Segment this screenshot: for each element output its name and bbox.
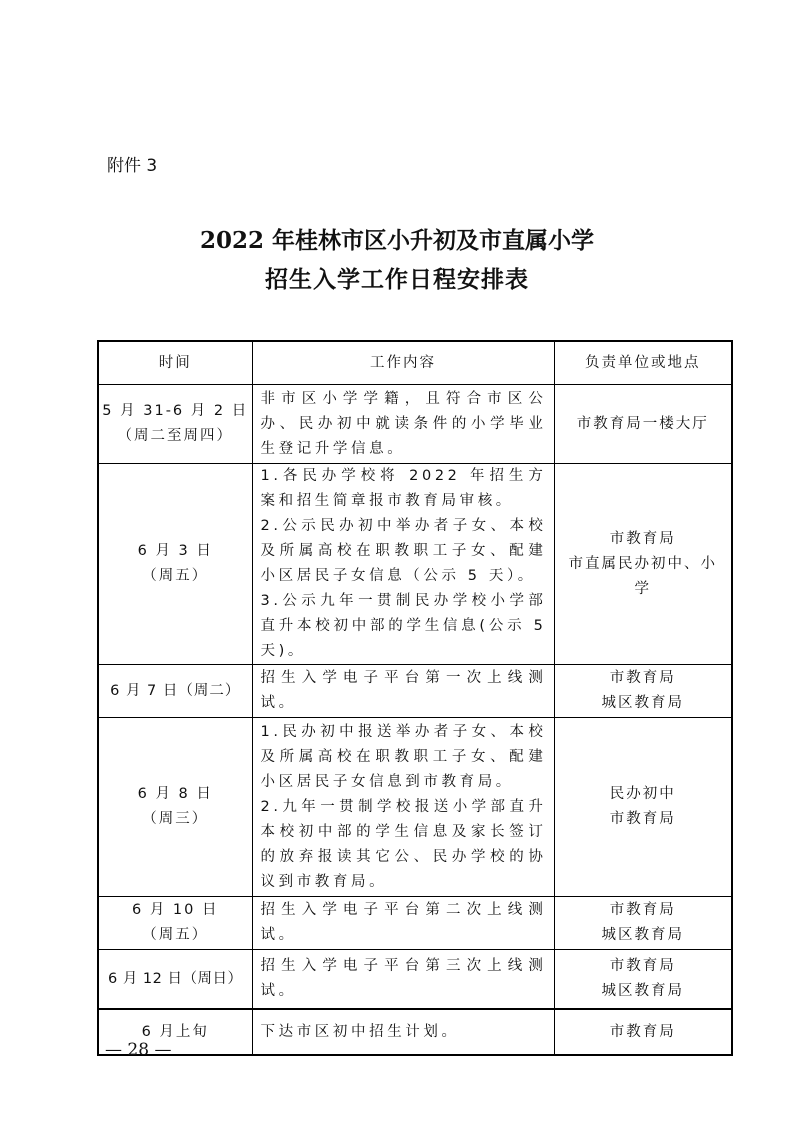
schedule-table — [97, 340, 733, 1056]
table-row — [98, 385, 732, 464]
unit-text: 城区教育局 — [601, 983, 684, 999]
unit-text: 市教育局 — [609, 670, 676, 686]
content-cell — [252, 1009, 554, 1055]
unit-text: 市教育局 — [609, 958, 676, 974]
unit-cell — [554, 897, 732, 950]
document-title-line1: 2022 年桂林市区小升初及市直属小学 — [199, 227, 595, 254]
unit-text: 市直属民办初中、小学 — [568, 555, 717, 597]
content-text: 招生入学电子平台第三次上线测试。 — [260, 958, 547, 999]
content-cell — [252, 897, 554, 950]
content-cell — [252, 464, 554, 665]
time-cell — [98, 897, 252, 950]
header-unit: 负责单位或地点 — [554, 341, 732, 385]
unit-cell — [554, 950, 732, 1010]
content-item: 2.公示民办初中举办者子女、本校及所属高校在职教职工子女、配建小区居民子女信息（公示 5 天）。 — [260, 518, 547, 584]
unit-cell — [554, 1009, 732, 1055]
header-time: 时间 — [98, 341, 252, 385]
weekday-text: （周五） — [142, 568, 209, 584]
time-cell — [98, 385, 252, 464]
weekday-text: （周二至周四） — [117, 428, 233, 444]
content-cell — [252, 665, 554, 718]
page-number: — 28 — — [105, 1040, 172, 1060]
unit-text: 市教育局 — [609, 902, 676, 918]
unit-text: 市教育局 — [609, 811, 676, 827]
unit-cell — [554, 718, 732, 897]
table-row — [98, 464, 732, 665]
content-text: 招生入学电子平台第二次上线测试。 — [260, 902, 547, 943]
content-cell — [252, 950, 554, 1010]
content-cell — [252, 718, 554, 897]
unit-text: 市教育局 — [609, 1023, 676, 1040]
attachment-label: 附件 3 — [107, 156, 158, 176]
time-text: 6 月上旬 — [141, 1023, 209, 1040]
time-text: 5 月 31-6 月 2 日 — [102, 403, 249, 419]
table-row — [98, 1009, 732, 1055]
unit-text: 民办初中 — [609, 786, 676, 802]
time-cell — [98, 665, 252, 718]
content-text: 招生入学电子平台第一次上线测试。 — [260, 670, 547, 711]
table-row — [98, 665, 732, 718]
unit-text: 市教育局一楼大厅 — [576, 415, 709, 432]
weekday-text: （周三） — [142, 811, 209, 827]
content-item: 2.九年一贯制学校报送小学部直升本校初中部的学生信息及家长签订的放弃报读其它公、民办学校的协议到市教育局。 — [260, 798, 547, 890]
content-text: 下达市区初中招生计划。 — [260, 1023, 460, 1040]
weekday-text: （周五） — [142, 927, 209, 943]
header-content: 工作内容 — [252, 341, 554, 385]
time-cell — [98, 950, 252, 1010]
unit-cell — [554, 665, 732, 718]
time-text: 6 月 3 日 — [137, 543, 213, 559]
table-row — [98, 897, 732, 950]
unit-cell — [554, 464, 732, 665]
time-cell — [98, 464, 252, 665]
unit-cell — [554, 385, 732, 464]
time-text: 6 月 7 日（周二） — [110, 682, 241, 699]
time-text: 6 月 8 日 — [137, 786, 213, 802]
unit-text: 城区教育局 — [601, 927, 684, 943]
table-header-row — [98, 341, 732, 385]
table-row — [98, 950, 732, 1010]
unit-text: 市教育局 — [609, 530, 676, 547]
unit-text: 城区教育局 — [601, 695, 684, 711]
content-item: 1.各民办学校将 2022 年招生方案和招生简章报市教育局审核。 — [260, 468, 547, 509]
time-text: 6 月 12 日（周日） — [107, 970, 243, 987]
content-text: 非市区小学学籍，且符合市区公办、民办初中就读条件的小学毕业生登记升学信息。 — [260, 390, 547, 457]
content-item: 3.公示九年一贯制民办学校小学部直升本校初中部的学生信息(公示 5 天)。 — [260, 593, 547, 659]
time-text: 6 月 10 日 — [131, 902, 219, 918]
time-cell — [98, 718, 252, 897]
content-cell — [252, 385, 554, 464]
table-row — [98, 718, 732, 897]
content-item: 1.民办初中报送举办者子女、本校及所属高校在职教职工子女、配建小区居民子女信息到市教育局。 — [260, 723, 547, 790]
document-title-line2: 招生入学工作日程安排表 — [265, 266, 529, 293]
